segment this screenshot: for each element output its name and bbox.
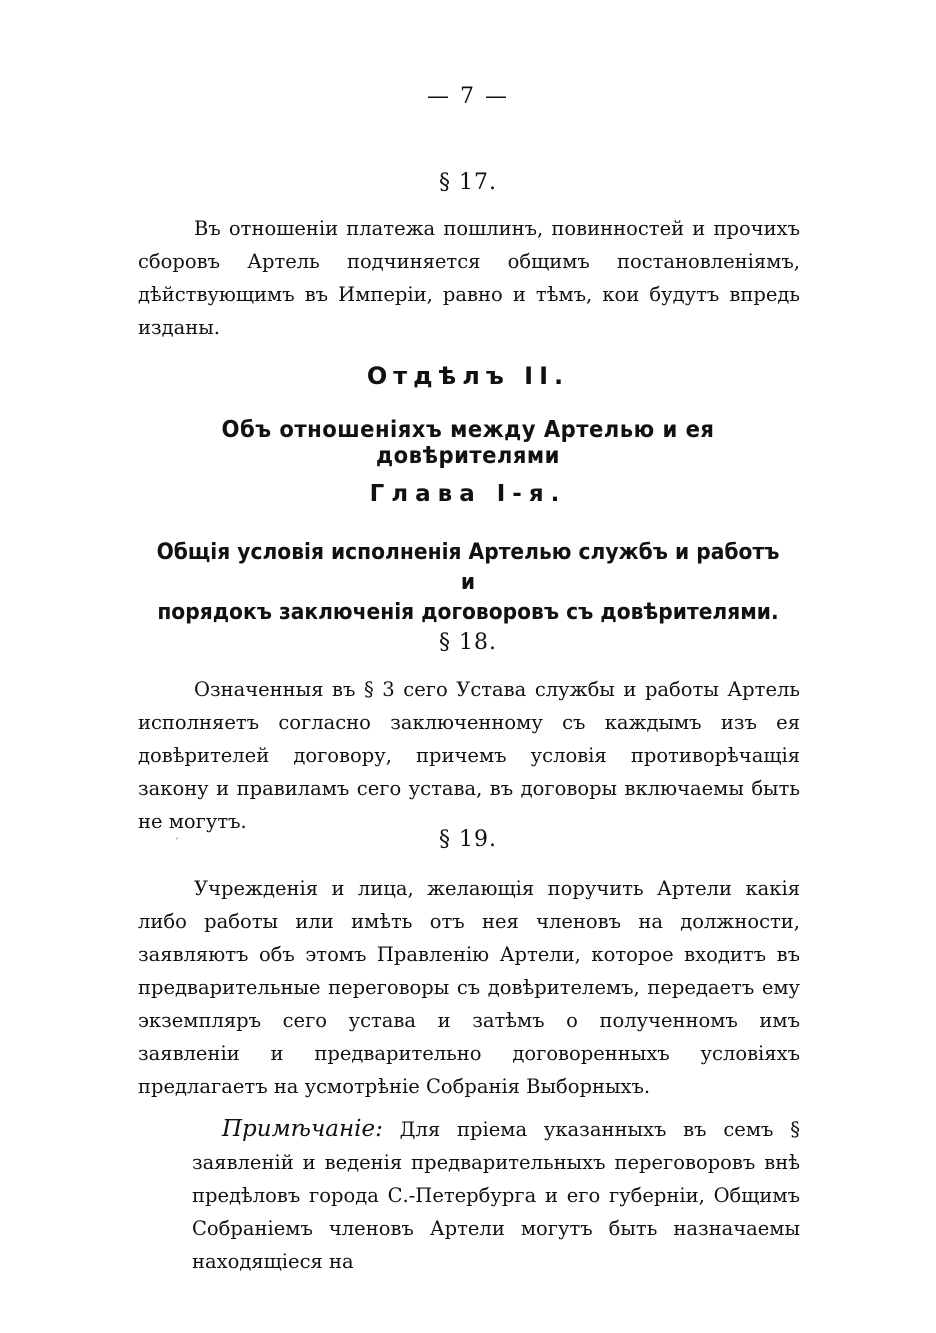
section-mark-18: § 18. — [439, 630, 497, 655]
section-18-text: Означенныя въ § 3 сего Устава службы и работы Артель исполняетъ согласно заключенному съ каждымъ изъ ея довѣрителей договору, причемъ условія противорѣчащія закону и правиламъ сего устава, въ договоры включаемы быть не могутъ. — [138, 678, 800, 833]
section-mark-19: § 19. — [439, 827, 497, 852]
chapter-title-line-1: Общія условія исполненія Артелью службъ и работъ и — [156, 540, 780, 595]
section-mark-17: § 17. — [439, 170, 497, 195]
print-speck: ´ — [174, 838, 179, 849]
chapter-title — [148, 538, 788, 628]
chapter-title-line-2: порядокъ заключенія договоровъ съ довѣрителями. — [157, 600, 779, 625]
section-17-text: Въ отношеніи платежа пошлинъ, повинностей и прочихъ сборовъ Артель подчиняется общимъ постановленіямъ, дѣйствующимъ въ Имперіи, равно и тѣмъ, кои будутъ впредь изданы. — [138, 217, 800, 339]
division-heading: Отдѣлъ II. — [366, 362, 570, 390]
section-19-text: Учрежденія и лица, желающія поручить Артели какія либо работы или имѣть отъ нея членовъ на должности, заявляютъ объ этомъ Правленію Артели, которое входитъ въ предварительные переговоры съ довѣрителемъ, передаетъ ему экземпляръ сего устава и затѣмъ о полученномъ имъ заявленіи и предварительно договоренныхъ условіяхъ предлагаетъ на усмотрѣніе Собранія Выборныхъ. — [138, 877, 800, 1098]
chapter-heading: Глава I-я. — [369, 481, 567, 507]
note-paragraph — [192, 1113, 800, 1278]
page-number: — 7 — — [427, 84, 509, 109]
note-text: Для пріема указанныхъ въ семъ § заявленій и веденія предварительныхъ переговоровъ внѣ предѣловъ города С.-Петербурга и его губерніи, Общимъ Собраніемъ членовъ Артели могутъ быть назначаемы находящіеся на — [192, 1118, 800, 1273]
note-label: Примѣчаніе: — [222, 1116, 383, 1142]
division-title: Объ отношеніяхъ между Артелью и ея довѣрителями — [221, 417, 715, 469]
